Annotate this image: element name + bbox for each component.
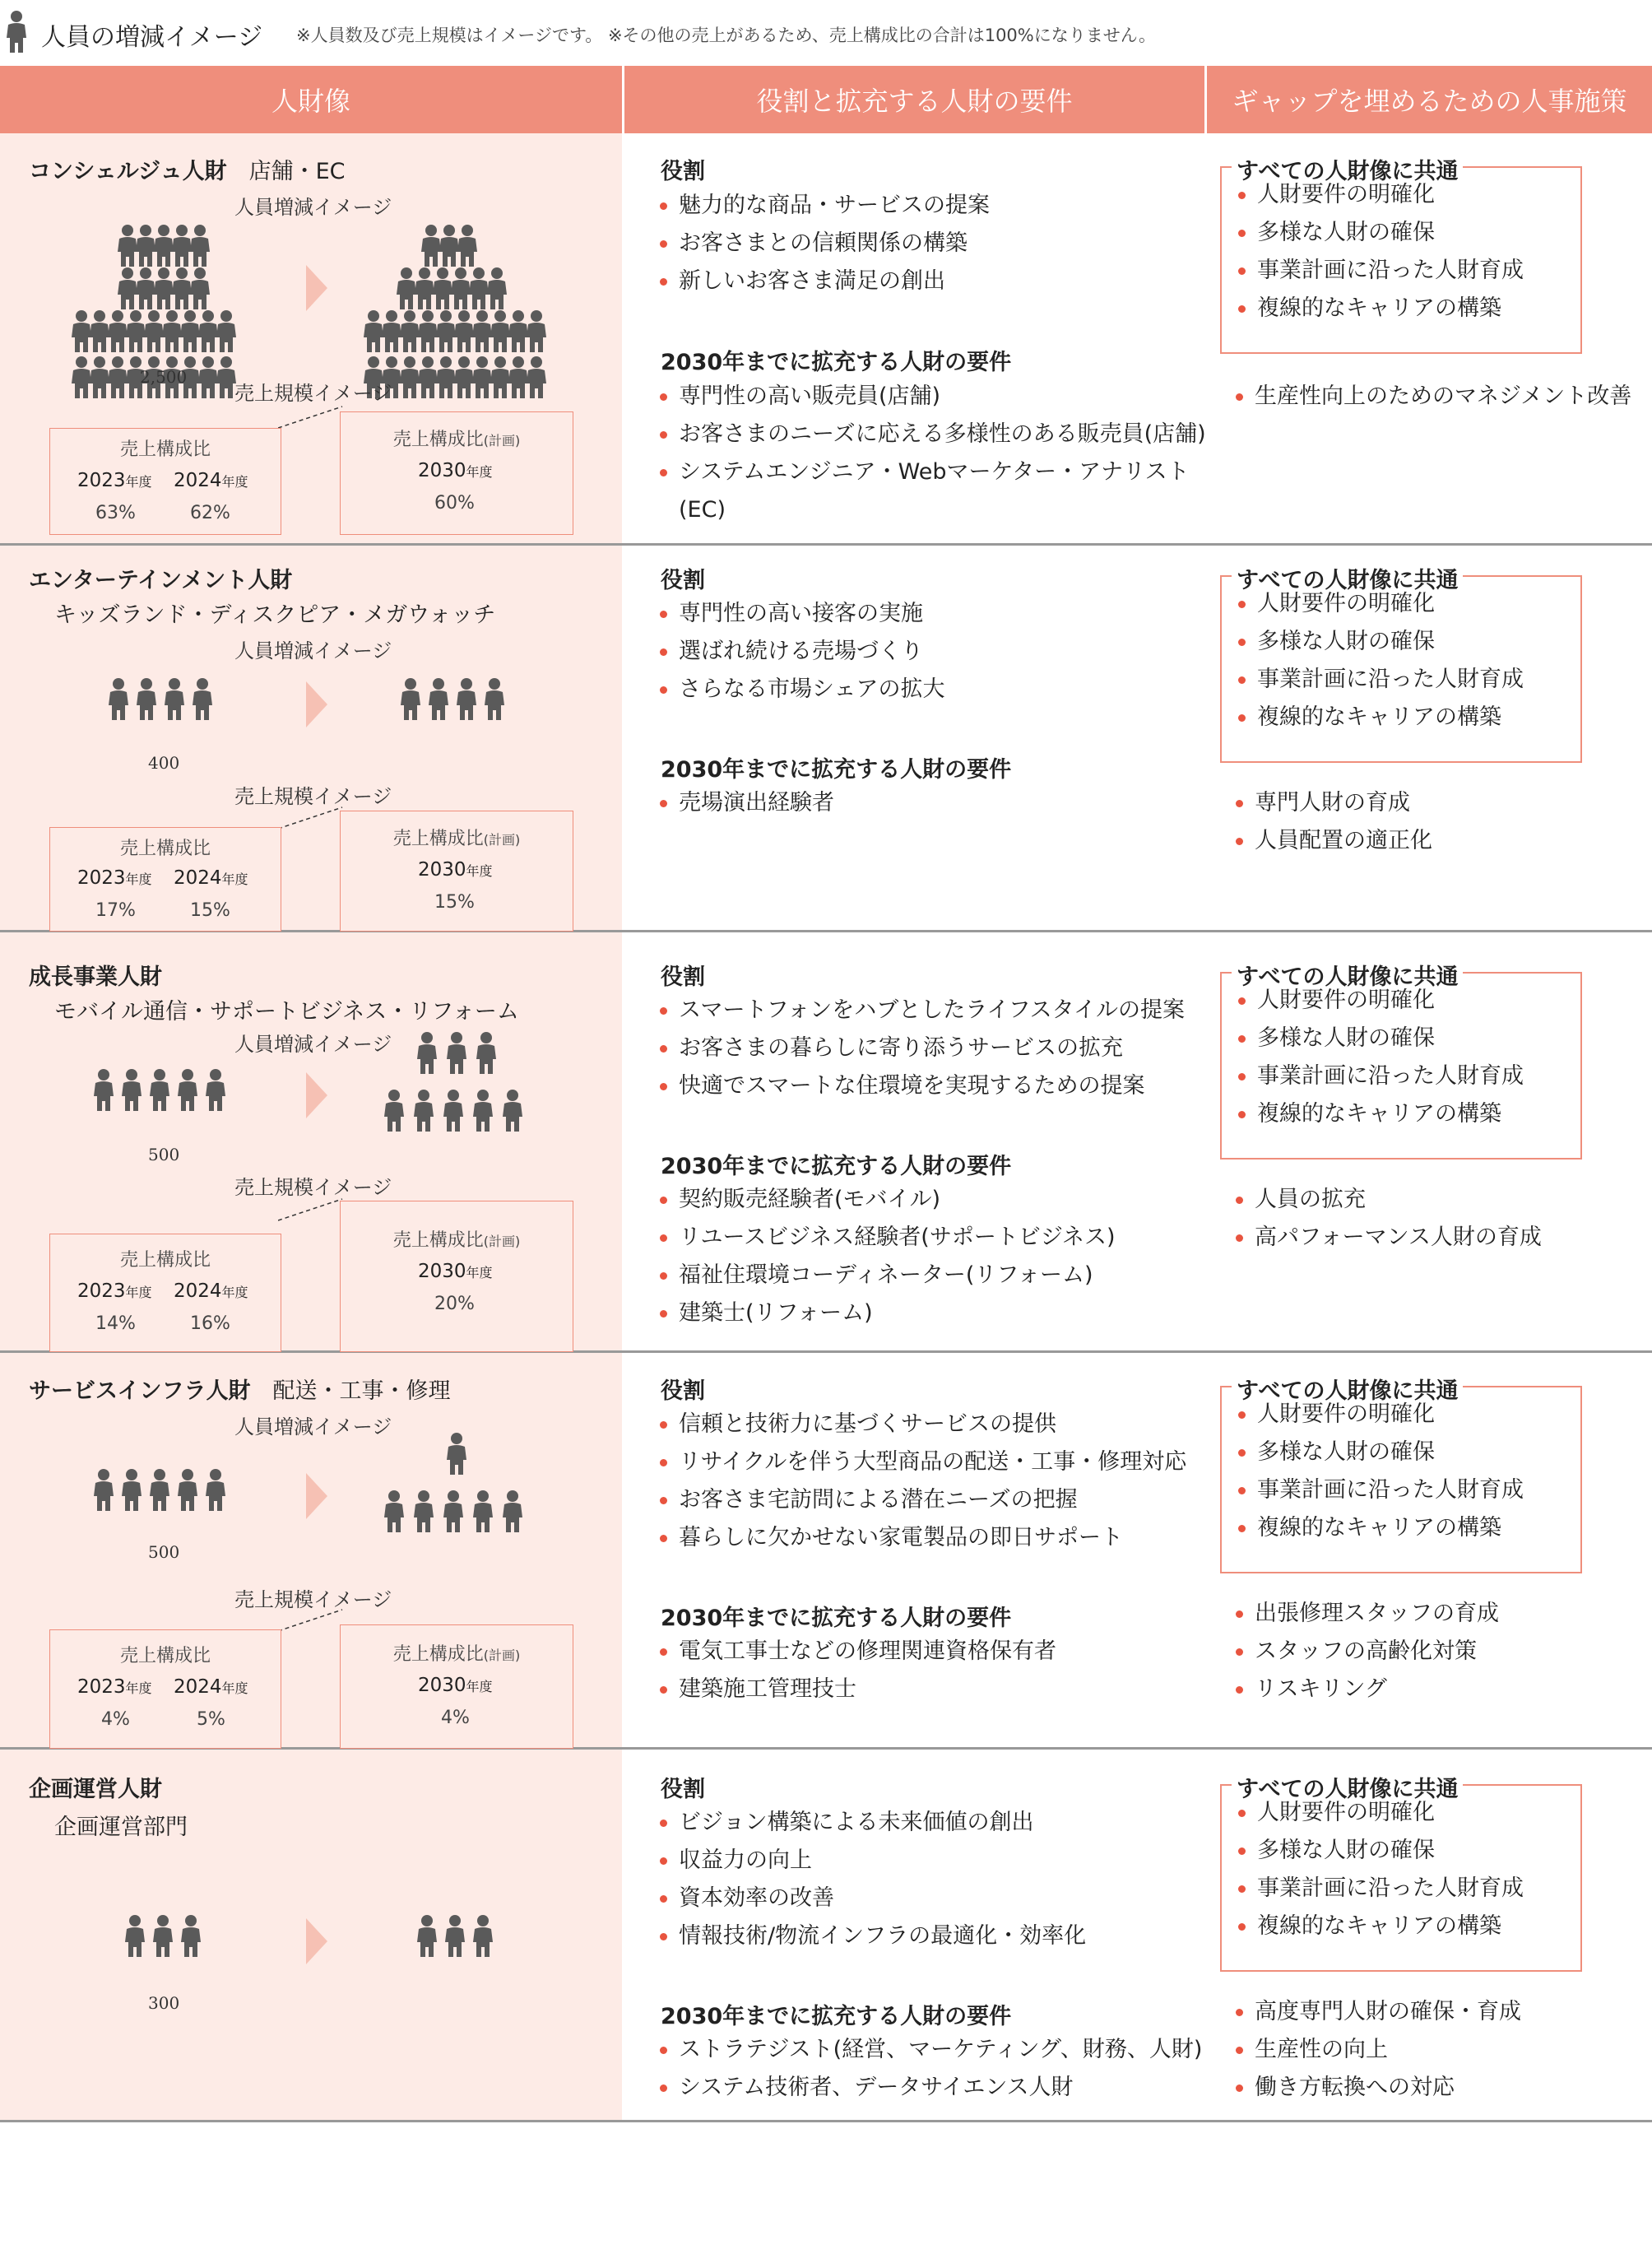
list-item: 多様な人財の確保: [1237, 214, 1524, 252]
list-item: リユースビジネス経験者(サポートビジネス): [658, 1219, 1116, 1257]
sales-ratio-label: 売上構成比: [119, 839, 211, 859]
sales-scale-label: 売上規模イメージ: [234, 785, 392, 808]
list-item: 複線的なキャリアの構築: [1237, 1908, 1524, 1945]
measures-list: [1234, 378, 1631, 416]
connector-line: [278, 1608, 344, 1633]
list-item: 快適でスマートな住環境を実現するための提案: [658, 1067, 1185, 1105]
list-item: 事業計画に沿った人財育成: [1237, 661, 1524, 699]
requirements-heading: 2030年までに拡充する人財の要件: [661, 1154, 1012, 1179]
ratio-2030: 4%: [441, 1708, 470, 1728]
persona-name: コンシェルジュ人財 店舗・EC: [29, 159, 346, 184]
people-before-icon: [92, 1468, 248, 1517]
list-item: システム技術者、データサイエンス人財: [658, 2069, 1202, 2107]
connector-line: [278, 405, 344, 430]
headcount-value: 2,500: [140, 367, 188, 387]
ratio-2030: 20%: [434, 1294, 475, 1314]
ratio-2030: 15%: [434, 892, 475, 913]
sales-ratio-box: [49, 827, 281, 932]
sales-ratio-box: [49, 1629, 281, 1749]
column-header-requirements: 役割と拡充する人財の要件: [624, 66, 1204, 133]
sales-ratio-label: 売上構成比: [119, 1250, 211, 1271]
role-heading: 役割: [661, 964, 705, 990]
connector-line: [278, 806, 344, 830]
year-2024: 2024年度: [174, 1280, 248, 1302]
row-growth-business: [0, 932, 1652, 1353]
list-item: 契約販売経験者(モバイル): [658, 1181, 1116, 1219]
list-item: 多様な人財の確保: [1237, 1020, 1524, 1057]
sales-ratio-plan-box: [340, 1201, 573, 1352]
common-measures-box: [1220, 964, 1582, 1160]
role-list: [658, 1406, 1186, 1557]
row-service-infra: [0, 1353, 1652, 1750]
common-measures-list: [1237, 176, 1524, 328]
headcount-label: 人員増減イメージ: [234, 639, 392, 662]
year-2024: 2024年度: [174, 1676, 248, 1698]
year-2030: 2030年度: [418, 1675, 493, 1696]
sales-scale-label: 売上規模イメージ: [234, 1176, 392, 1199]
headcount-label: 人員増減イメージ: [234, 1033, 392, 1056]
column-header-persona: 人財像: [0, 66, 622, 133]
people-after-icon: [415, 1914, 514, 1964]
sales-scale-label: 売上規模イメージ: [234, 1588, 392, 1611]
measures-list: [1234, 1181, 1542, 1257]
connector-line: [278, 1197, 344, 1222]
list-item: 建築士(リフォーム): [658, 1294, 1116, 1332]
list-item: 人財要件の明確化: [1237, 982, 1524, 1020]
persona-name: 企画運営人財: [29, 1777, 162, 1802]
list-item: リスキリング: [1234, 1671, 1499, 1708]
headcount-value: 500: [148, 1145, 180, 1164]
people-before-icon: [123, 1914, 222, 1964]
column-header-measures: ギャップを埋めるための人事施策: [1207, 66, 1652, 133]
sales-ratio-plan-box: [340, 1624, 573, 1749]
list-item: 電気工事士などの修理関連資格保有者: [658, 1633, 1056, 1671]
year-2024: 2024年度: [174, 470, 248, 491]
list-item: ビジョン構築による未来価値の創出: [658, 1804, 1086, 1842]
requirements-heading: 2030年までに拡充する人財の要件: [661, 1606, 1012, 1631]
list-item: 高パフォーマンス人財の育成: [1234, 1219, 1542, 1257]
arrow-right-icon: [304, 1918, 329, 1964]
sales-ratio-plan-label: 売上構成比(計画): [392, 430, 521, 450]
list-item: 収益力の向上: [658, 1842, 1086, 1880]
person-icon: [5, 10, 28, 56]
persona-name: エンターテインメント人財: [29, 568, 293, 593]
list-item: 人財要件の明確化: [1237, 1794, 1524, 1832]
ratio-2024: 15%: [190, 900, 230, 921]
requirements-list: [658, 1181, 1116, 1332]
ratio-2023: 63%: [95, 503, 136, 523]
list-item: 事業計画に沿った人財育成: [1237, 1057, 1524, 1095]
people-before-icon: [107, 677, 230, 727]
common-measures-list: [1237, 1396, 1524, 1547]
role-list: [658, 1804, 1086, 1955]
list-item: 生産性向上のためのマネジメント改善: [1234, 378, 1631, 416]
year-2030: 2030年度: [418, 460, 493, 481]
list-item: 資本効率の改善: [658, 1880, 1086, 1917]
ratio-2030: 60%: [434, 493, 475, 514]
arrow-right-icon: [304, 1072, 329, 1118]
list-item: 多様な人財の確保: [1237, 1434, 1524, 1471]
headcount-label: 人員増減イメージ: [234, 196, 392, 219]
row-concierge: [0, 133, 1652, 546]
list-item: 人財要件の明確化: [1237, 176, 1524, 214]
sales-ratio-plan-label: 売上構成比(計画): [392, 1644, 521, 1665]
list-item: 新しいお客さま満足の創出: [658, 263, 990, 300]
common-measures-box: [1220, 1378, 1582, 1573]
list-item: 人員の拡充: [1234, 1181, 1542, 1219]
common-measures-caption: すべての人財像に共通: [1232, 1771, 1463, 1803]
ratio-2024: 16%: [190, 1313, 230, 1334]
common-measures-list: [1237, 1794, 1524, 1945]
list-item: 高度専門人財の確保・育成: [1234, 1993, 1521, 2031]
headcount-value: 300: [148, 1993, 180, 2013]
list-item: 建築施工管理技士: [658, 1671, 1056, 1708]
ratio-2024: 5%: [197, 1709, 225, 1730]
row-planning: [0, 1750, 1652, 2122]
common-measures-caption: すべての人財像に共通: [1232, 153, 1463, 185]
role-heading: 役割: [661, 159, 705, 184]
role-list: [658, 187, 990, 300]
list-item: スタッフの高齢化対策: [1234, 1633, 1499, 1671]
list-item: スマートフォンをハブとしたライフスタイルの提案: [658, 992, 1185, 1029]
role-heading: 役割: [661, 568, 705, 593]
persona-sub: キッズランド・ディスクピア・メガウォッチ: [54, 602, 496, 628]
list-item: 事業計画に沿った人財育成: [1237, 1471, 1524, 1509]
list-item: 福祉住環境コーディネーター(リフォーム): [658, 1257, 1116, 1294]
people-after-icon: [383, 1031, 539, 1138]
list-item: 複線的なキャリアの構築: [1237, 699, 1524, 737]
persona-sub: 企画運営部門: [54, 1815, 188, 1840]
list-item: 事業計画に沿った人財育成: [1237, 252, 1524, 290]
sales-ratio-label: 売上構成比: [119, 1646, 211, 1666]
list-item: 出張修理スタッフの育成: [1234, 1595, 1499, 1633]
common-measures-caption: すべての人財像に共通: [1232, 562, 1463, 594]
list-item: 生産性の向上: [1234, 2031, 1521, 2069]
list-item: 事業計画に沿った人財育成: [1237, 1870, 1524, 1908]
sales-scale-label: 売上規模イメージ: [234, 382, 392, 405]
measures-list: [1234, 1993, 1521, 2107]
sales-ratio-plan-label: 売上構成比(計画): [392, 829, 521, 849]
list-item: 多様な人財の確保: [1237, 1832, 1524, 1870]
list-item: 専門性の高い接客の実施: [658, 595, 944, 633]
year-2023: 2023年度: [77, 1676, 152, 1698]
list-item: お客さまの暮らしに寄り添うサービスの拡充: [658, 1029, 1185, 1067]
sales-ratio-plan-box: [340, 411, 573, 535]
requirements-list: [658, 378, 1206, 529]
list-item: 選ばれ続ける売場づくり: [658, 633, 944, 671]
requirements-heading: 2030年までに拡充する人財の要件: [661, 350, 1012, 375]
persona-name: サービスインフラ人財 配送・工事・修理: [29, 1378, 451, 1404]
list-item: 人員配置の適正化: [1234, 822, 1432, 860]
page-title: 人員の増減イメージ: [41, 23, 263, 52]
common-measures-list: [1237, 982, 1524, 1133]
year-2030: 2030年度: [418, 1261, 493, 1282]
role-list: [658, 595, 944, 709]
measures-list: [1234, 1595, 1499, 1708]
ratio-2023: 4%: [101, 1709, 130, 1730]
list-item: 人財要件の明確化: [1237, 585, 1524, 623]
requirements-list: [658, 784, 834, 822]
list-item: ストラテジスト(経営、マーケティング、財務、人財): [658, 2031, 1202, 2069]
headcount-value: 400: [148, 753, 180, 773]
ratio-2023: 17%: [95, 900, 136, 921]
common-measures-caption: すべての人財像に共通: [1232, 959, 1463, 991]
sales-ratio-plan-box: [340, 811, 573, 932]
list-item: リサイクルを伴う大型商品の配送・工事・修理対応: [658, 1443, 1186, 1481]
list-item: 多様な人財の確保: [1237, 623, 1524, 661]
list-item: 専門人財の育成: [1234, 784, 1432, 822]
persona-name: 成長事業人財: [29, 964, 162, 990]
list-item: さらなる市場シェアの拡大: [658, 671, 944, 709]
ratio-2024: 62%: [190, 503, 230, 523]
people-after-icon: [383, 1432, 539, 1539]
list-item: (EC): [679, 497, 726, 523]
people-before-icon: [92, 1068, 248, 1118]
page-note: ※人員数及び売上規模はイメージです。 ※その他の売上があるため、売上構成比の合計は100%になりません。: [296, 26, 1157, 45]
list-item: お客さま宅訪問による潜在ニーズの把握: [658, 1481, 1186, 1519]
list-item: 信頼と技術力に基づくサービスの提供: [658, 1406, 1186, 1443]
ratio-2023: 14%: [95, 1313, 136, 1334]
sales-ratio-plan-label: 売上構成比(計画): [392, 1230, 521, 1251]
list-item: システムエンジニア・Webマーケター・アナリスト: [658, 453, 1206, 491]
year-2023: 2023年度: [77, 470, 152, 491]
list-item: 人財要件の明確化: [1237, 1396, 1524, 1434]
list-item: 複線的なキャリアの構築: [1237, 290, 1524, 328]
arrow-right-icon: [304, 265, 329, 311]
list-item: 売場演出経験者: [658, 784, 834, 822]
requirements-heading: 2030年までに拡充する人財の要件: [661, 2004, 1012, 2029]
sales-ratio-label: 売上構成比: [119, 439, 211, 460]
requirements-list: [658, 2031, 1202, 2107]
persona-sub: モバイル通信・サポートビジネス・リフォーム: [54, 999, 519, 1025]
role-heading: 役割: [661, 1378, 705, 1404]
headcount-value: 500: [148, 1542, 180, 1562]
common-measures-list: [1237, 585, 1524, 737]
list-item: 複線的なキャリアの構築: [1237, 1509, 1524, 1547]
row-entertainment: [0, 546, 1652, 932]
list-item: お客さまとの信頼関係の構築: [658, 225, 990, 263]
year-2023: 2023年度: [77, 1280, 152, 1302]
requirements-list: [658, 1633, 1056, 1708]
role-heading: 役割: [661, 1777, 705, 1802]
list-item: 専門性の高い販売員(店舗): [658, 378, 1206, 416]
list-item: 働き方転換への対応: [1234, 2069, 1521, 2107]
year-2030: 2030年度: [418, 859, 493, 881]
page-header: [0, 0, 1652, 66]
list-item: お客さまのニーズに応える多様性のある販売員(店舗): [658, 416, 1206, 453]
list-item: 魅力的な商品・サービスの提案: [658, 187, 990, 225]
year-2024: 2024年度: [174, 867, 248, 889]
list-item: 暮らしに欠かせない家電製品の即日サポート: [658, 1519, 1186, 1557]
people-after-icon: [399, 677, 522, 727]
common-measures-box: [1220, 159, 1582, 354]
requirements-heading: 2030年までに拡充する人財の要件: [661, 757, 1012, 783]
arrow-right-icon: [304, 1473, 329, 1519]
list-item: 複線的なキャリアの構築: [1237, 1095, 1524, 1133]
arrow-right-icon: [304, 681, 329, 727]
year-2023: 2023年度: [77, 867, 152, 889]
sales-ratio-box: [49, 1234, 281, 1352]
headcount-label: 人員増減イメージ: [234, 1415, 392, 1438]
sales-ratio-box: [49, 428, 281, 535]
common-measures-box: [1220, 568, 1582, 763]
list-item: 情報技術/物流インフラの最適化・効率化: [658, 1917, 1086, 1955]
measures-list: [1234, 784, 1432, 860]
common-measures-caption: すべての人財像に共通: [1232, 1373, 1463, 1405]
common-measures-box: [1220, 1777, 1582, 1972]
role-list: [658, 992, 1185, 1105]
